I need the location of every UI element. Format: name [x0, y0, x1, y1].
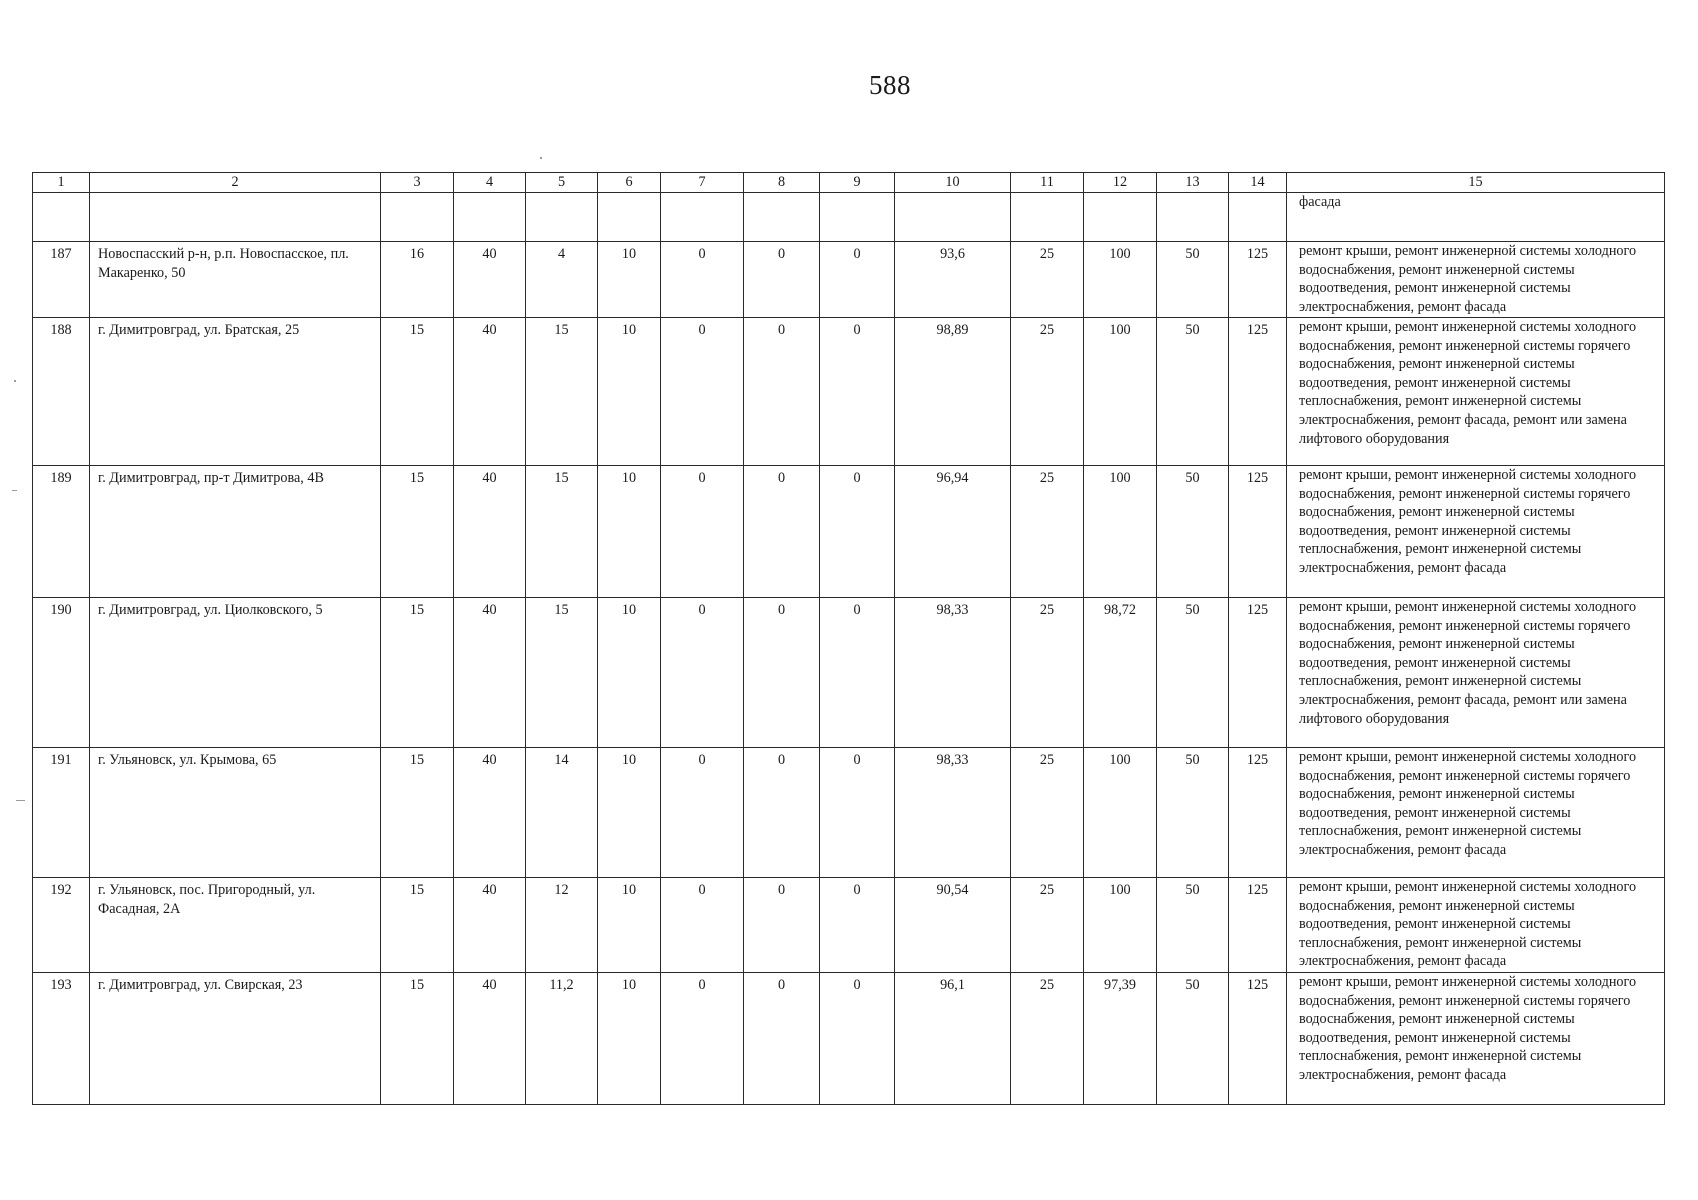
continuation-row	[33, 193, 1665, 242]
value-cell-c10: 98,89	[895, 318, 1011, 466]
value-cell-c5: 14	[526, 748, 598, 878]
page-number: 588	[869, 70, 911, 100]
value-cell-c4: 40	[454, 878, 526, 973]
value-cell-c13: 50	[1157, 878, 1229, 973]
table-row	[33, 878, 1665, 973]
table-row	[33, 318, 1665, 466]
row-number-cell: 187	[33, 242, 90, 318]
value-cell-c14: 125	[1229, 973, 1287, 1105]
value-cell-c13: 50	[1157, 242, 1229, 318]
value-cell-c3: 15	[381, 318, 454, 466]
value-cell-c11: 25	[1011, 878, 1084, 973]
works-cell: ремонт крыши, ремонт инженерной системы холодного водоснабжения, ремонт инженерной системы горячего водоснабжения, ремонт инженерной системы водоотведения, ремонт инженерной системы теплоснабжения, ремонт инженерной системы электроснабжения, ремонт фасада	[1287, 748, 1665, 878]
value-cell-c8: 0	[744, 598, 820, 748]
works-cell: ремонт крыши, ремонт инженерной системы холодного водоснабжения, ремонт инженерной системы горячего водоснабжения, ремонт инженерной системы водоотведения, ремонт инженерной системы теплоснабжения, ремонт инженерной системы электроснабжения, ремонт фасада, ремонт или замена лифтового оборудования	[1287, 318, 1665, 466]
value-cell-c3: 15	[381, 598, 454, 748]
row-number-cell: 189	[33, 466, 90, 598]
value-cell-c6: 10	[598, 598, 661, 748]
scan-speck	[14, 380, 16, 382]
value-cell-c3: 15	[381, 748, 454, 878]
table-row	[33, 598, 1665, 748]
value-cell-c4: 40	[454, 748, 526, 878]
value-cell-c9: 0	[820, 466, 895, 598]
value-cell-c6: 10	[598, 973, 661, 1105]
value-cell-c6: 10	[598, 242, 661, 318]
value-cell-c10: 96,94	[895, 466, 1011, 598]
value-cell-c9: 0	[820, 598, 895, 748]
value-cell-c13: 50	[1157, 318, 1229, 466]
value-cell-c14: 125	[1229, 878, 1287, 973]
works-cell: ремонт крыши, ремонт инженерной системы холодного водоснабжения, ремонт инженерной системы водоотведения, ремонт инженерной системы электроснабжения, ремонт фасада	[1287, 242, 1665, 318]
value-cell-c9: 0	[820, 242, 895, 318]
value-cell-c5: 12	[526, 878, 598, 973]
value-cell-c10: 90,54	[895, 878, 1011, 973]
value-cell-c8: 0	[744, 466, 820, 598]
value-cell-c8: 0	[744, 973, 820, 1105]
value-cell-c4: 40	[454, 598, 526, 748]
value-cell-c4: 40	[454, 318, 526, 466]
value-cell-c9: 0	[820, 748, 895, 878]
value-cell-c13: 50	[1157, 466, 1229, 598]
value-cell-c8: 0	[744, 878, 820, 973]
value-cell-c13: 50	[1157, 748, 1229, 878]
value-cell-c7: 0	[661, 318, 744, 466]
row-number-cell: 193	[33, 973, 90, 1105]
column-header: 8	[744, 173, 820, 193]
value-cell-c7: 0	[661, 466, 744, 598]
value-cell-c3: 15	[381, 973, 454, 1105]
value-cell-c6: 10	[598, 878, 661, 973]
value-cell-c14: 125	[1229, 318, 1287, 466]
row-number-cell: 192	[33, 878, 90, 973]
table-row	[33, 242, 1665, 318]
column-header: 13	[1157, 173, 1229, 193]
value-cell-c10: 98,33	[895, 598, 1011, 748]
value-cell-c6: 10	[598, 318, 661, 466]
column-header: 3	[381, 173, 454, 193]
value-cell-c4: 40	[454, 973, 526, 1105]
address-cell: г. Димитровград, ул. Циолковского, 5	[90, 598, 381, 748]
column-header: 7	[661, 173, 744, 193]
column-header: 12	[1084, 173, 1157, 193]
works-cell: ремонт крыши, ремонт инженерной системы холодного водоснабжения, ремонт инженерной системы горячего водоснабжения, ремонт инженерной системы водоотведения, ремонт инженерной системы теплоснабжения, ремонт инженерной системы электроснабжения, ремонт фасада	[1287, 466, 1665, 598]
value-cell-c14: 125	[1229, 598, 1287, 748]
table-row	[33, 973, 1665, 1105]
scan-speck	[12, 490, 17, 491]
value-cell-c9: 0	[820, 318, 895, 466]
address-cell: г. Ульяновск, пос. Пригородный, ул. Фасадная, 2А	[90, 878, 381, 973]
value-cell-c13: 50	[1157, 973, 1229, 1105]
row-number-cell: 188	[33, 318, 90, 466]
value-cell-c9: 0	[820, 973, 895, 1105]
table-row	[33, 748, 1665, 878]
value-cell-c6: 10	[598, 466, 661, 598]
value-cell-c8: 0	[744, 318, 820, 466]
value-cell-c10: 96,1	[895, 973, 1011, 1105]
value-cell-c11: 25	[1011, 318, 1084, 466]
value-cell-c12: 97,39	[1084, 973, 1157, 1105]
value-cell-c14: 125	[1229, 748, 1287, 878]
value-cell-c12: 100	[1084, 318, 1157, 466]
value-cell-c3: 15	[381, 466, 454, 598]
value-cell-c7: 0	[661, 242, 744, 318]
value-cell-c7: 0	[661, 748, 744, 878]
value-cell-c13: 50	[1157, 598, 1229, 748]
address-cell: г. Ульяновск, ул. Крымова, 65	[90, 748, 381, 878]
value-cell-c8: 0	[744, 748, 820, 878]
address-cell: г. Димитровград, пр-т Димитрова, 4В	[90, 466, 381, 598]
works-cell: ремонт крыши, ремонт инженерной системы холодного водоснабжения, ремонт инженерной системы горячего водоснабжения, ремонт инженерной системы водоотведения, ремонт инженерной системы теплоснабжения, ремонт инженерной системы электроснабжения, ремонт фасада	[1287, 973, 1665, 1105]
works-cell: ремонт крыши, ремонт инженерной системы холодного водоснабжения, ремонт инженерной системы водоотведения, ремонт инженерной системы теплоснабжения, ремонт инженерной системы электроснабжения, ремонт фасада	[1287, 878, 1665, 973]
value-cell-c5: 11,2	[526, 973, 598, 1105]
value-cell-c10: 93,6	[895, 242, 1011, 318]
value-cell-c5: 4	[526, 242, 598, 318]
value-cell-c12: 100	[1084, 878, 1157, 973]
value-cell-c6: 10	[598, 748, 661, 878]
scan-speck	[540, 157, 542, 159]
value-cell-c11: 25	[1011, 242, 1084, 318]
value-cell-c3: 15	[381, 878, 454, 973]
value-cell-c12: 98,72	[1084, 598, 1157, 748]
works-cell: ремонт крыши, ремонт инженерной системы холодного водоснабжения, ремонт инженерной системы горячего водоснабжения, ремонт инженерной системы водоотведения, ремонт инженерной системы теплоснабжения, ремонт инженерной системы электроснабжения, ремонт фасада, ремонт или замена лифтового оборудования	[1287, 598, 1665, 748]
value-cell-c5: 15	[526, 598, 598, 748]
value-cell-c4: 40	[454, 242, 526, 318]
row-number-cell: 190	[33, 598, 90, 748]
value-cell-c12: 100	[1084, 748, 1157, 878]
column-header: 5	[526, 173, 598, 193]
value-cell-c11: 25	[1011, 973, 1084, 1105]
scan-speck	[16, 800, 25, 801]
address-cell: г. Димитровград, ул. Братская, 25	[90, 318, 381, 466]
value-cell-c7: 0	[661, 598, 744, 748]
value-cell-c14: 125	[1229, 466, 1287, 598]
repair-program-table	[32, 172, 1665, 1105]
value-cell-c8: 0	[744, 242, 820, 318]
row-number-cell: 191	[33, 748, 90, 878]
table-row	[33, 466, 1665, 598]
column-header: 2	[90, 173, 381, 193]
column-header: 1	[33, 173, 90, 193]
address-cell: Новоспасский р-н, р.п. Новоспасское, пл. Макаренко, 50	[90, 242, 381, 318]
column-header: 10	[895, 173, 1011, 193]
value-cell-c11: 25	[1011, 748, 1084, 878]
value-cell-c10: 98,33	[895, 748, 1011, 878]
value-cell-c11: 25	[1011, 598, 1084, 748]
value-cell-c4: 40	[454, 466, 526, 598]
value-cell-c7: 0	[661, 878, 744, 973]
column-number-row	[33, 173, 1665, 193]
value-cell-c14: 125	[1229, 242, 1287, 318]
value-cell-c9: 0	[820, 878, 895, 973]
value-cell-c11: 25	[1011, 466, 1084, 598]
value-cell-c7: 0	[661, 973, 744, 1105]
column-header: 11	[1011, 173, 1084, 193]
column-header: 6	[598, 173, 661, 193]
value-cell-c12: 100	[1084, 466, 1157, 598]
column-header: 4	[454, 173, 526, 193]
value-cell-c12: 100	[1084, 242, 1157, 318]
value-cell-c5: 15	[526, 318, 598, 466]
column-header: 9	[820, 173, 895, 193]
value-cell-c3: 16	[381, 242, 454, 318]
column-header: 14	[1229, 173, 1287, 193]
column-header: 15	[1287, 173, 1665, 193]
works-cell: фасада	[1287, 193, 1665, 242]
value-cell-c5: 15	[526, 466, 598, 598]
address-cell: г. Димитровград, ул. Свирская, 23	[90, 973, 381, 1105]
repair-program-table-wrap	[32, 172, 1665, 1105]
